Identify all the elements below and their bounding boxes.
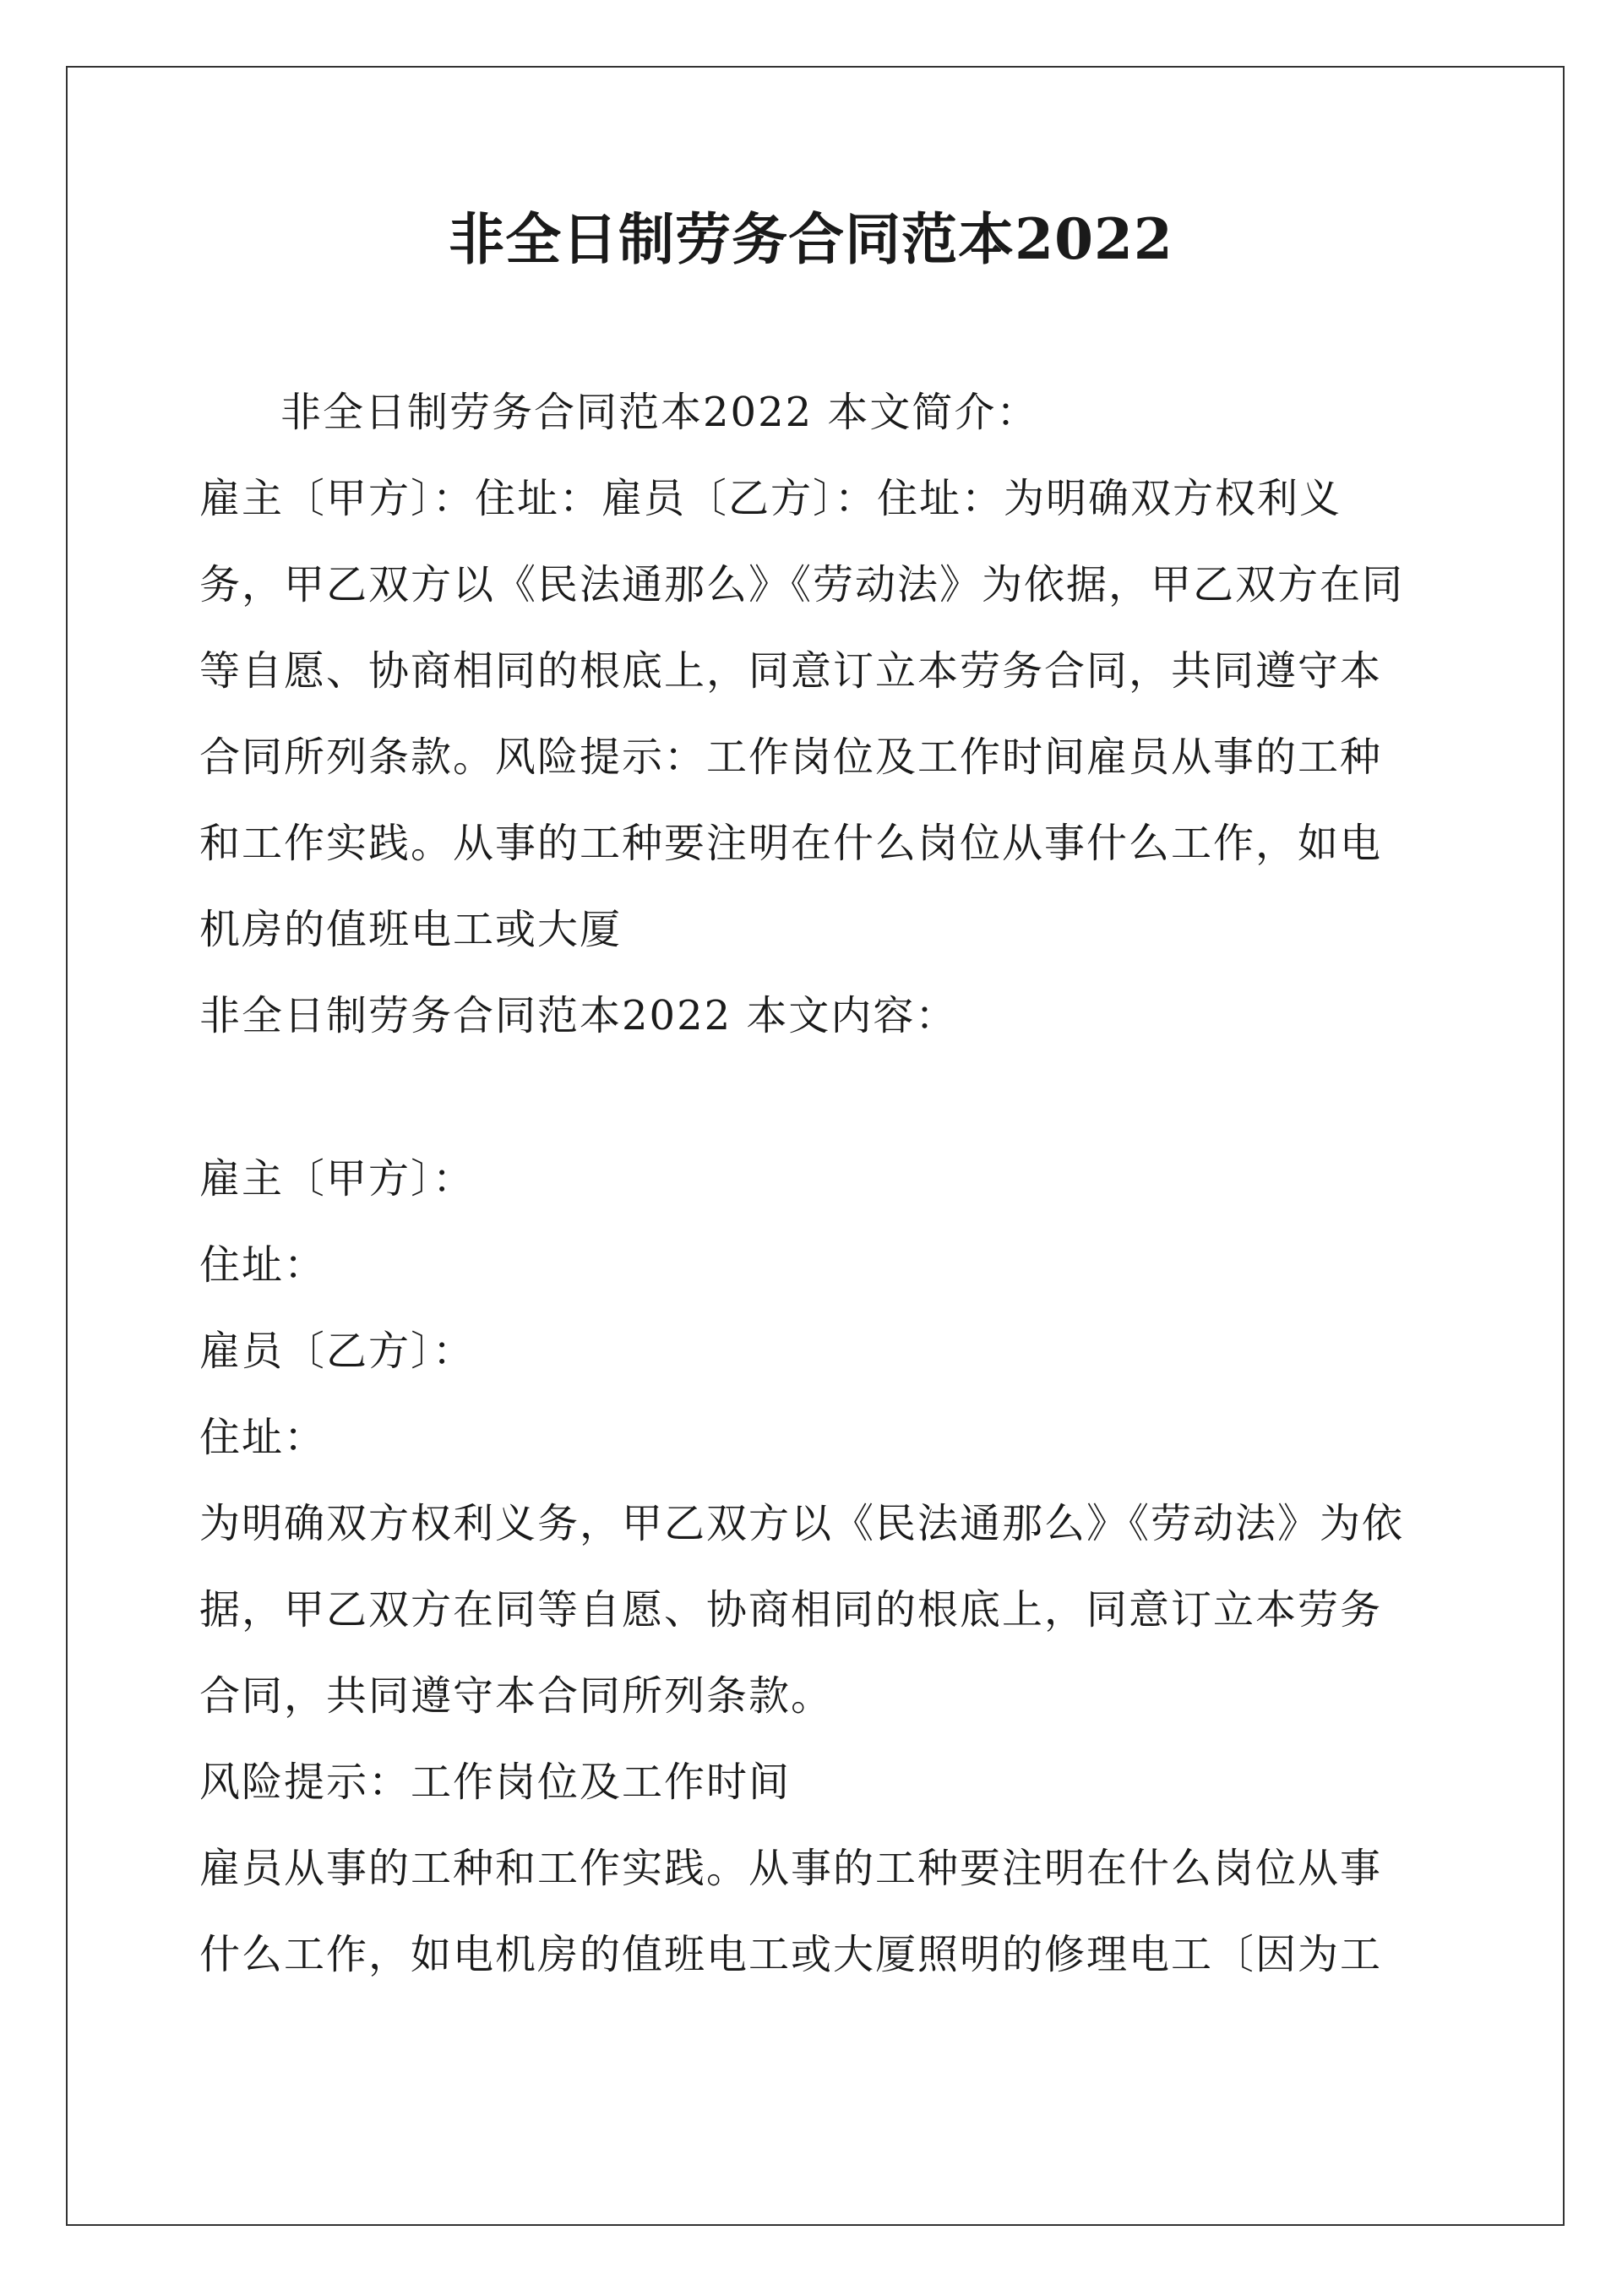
content-heading: 非全日制劳务合同范本2022 本文内容： (199, 992, 958, 1039)
body-paragraph-line: 什么工作，如电机房的值班电工或大厦照明的修理电工〔因为工 (199, 1931, 1383, 1978)
document-title: 非全日制劳务合同范本2022 (449, 206, 1173, 272)
intro-line: 合同所列条款。风险提示：工作岗位及工作时间雇员从事的工种 (199, 734, 1383, 781)
intro-line: 等自愿、协商相同的根底上，同意订立本劳务合同，共同遵守本 (199, 647, 1383, 695)
intro-line: 雇主〔甲方〕：住址：雇员〔乙方〕：住址：为明确双方权利义 (199, 475, 1342, 522)
party-a-label: 雇主〔甲方〕： (199, 1155, 476, 1203)
intro-line: 机房的值班电工或大厦 (199, 906, 623, 953)
intro-line: 非全日制劳务合同范本2022 本文简介： (280, 389, 1039, 436)
intro-line: 和工作实践。从事的工种要注明在什么岗位从事什么工作，如电 (199, 820, 1383, 867)
body-paragraph-line: 雇员从事的工种和工作实践。从事的工种要注明在什么岗位从事 (199, 1845, 1383, 1892)
body-paragraph-line: 合同，共同遵守本合同所列条款。 (199, 1672, 834, 1720)
risk-notice-line: 风险提示：工作岗位及工作时间 (199, 1759, 792, 1806)
body-paragraph-line: 为明确双方权利义务，甲乙双方以《民法通那么》《劳动法》为依 (199, 1500, 1405, 1547)
party-b-address-label: 住址： (199, 1414, 327, 1461)
party-b-label: 雇员〔乙方〕： (199, 1328, 476, 1375)
intro-line: 务，甲乙双方以《民法通那么》《劳动法》为依据，甲乙双方在同 (199, 561, 1405, 608)
content-section (199, 1136, 1433, 1998)
intro-section (199, 369, 1433, 1059)
party-a-address-label: 住址： (199, 1241, 327, 1289)
body-paragraph-line: 据，甲乙双方在同等自愿、协商相同的根底上，同意订立本劳务 (199, 1586, 1383, 1633)
